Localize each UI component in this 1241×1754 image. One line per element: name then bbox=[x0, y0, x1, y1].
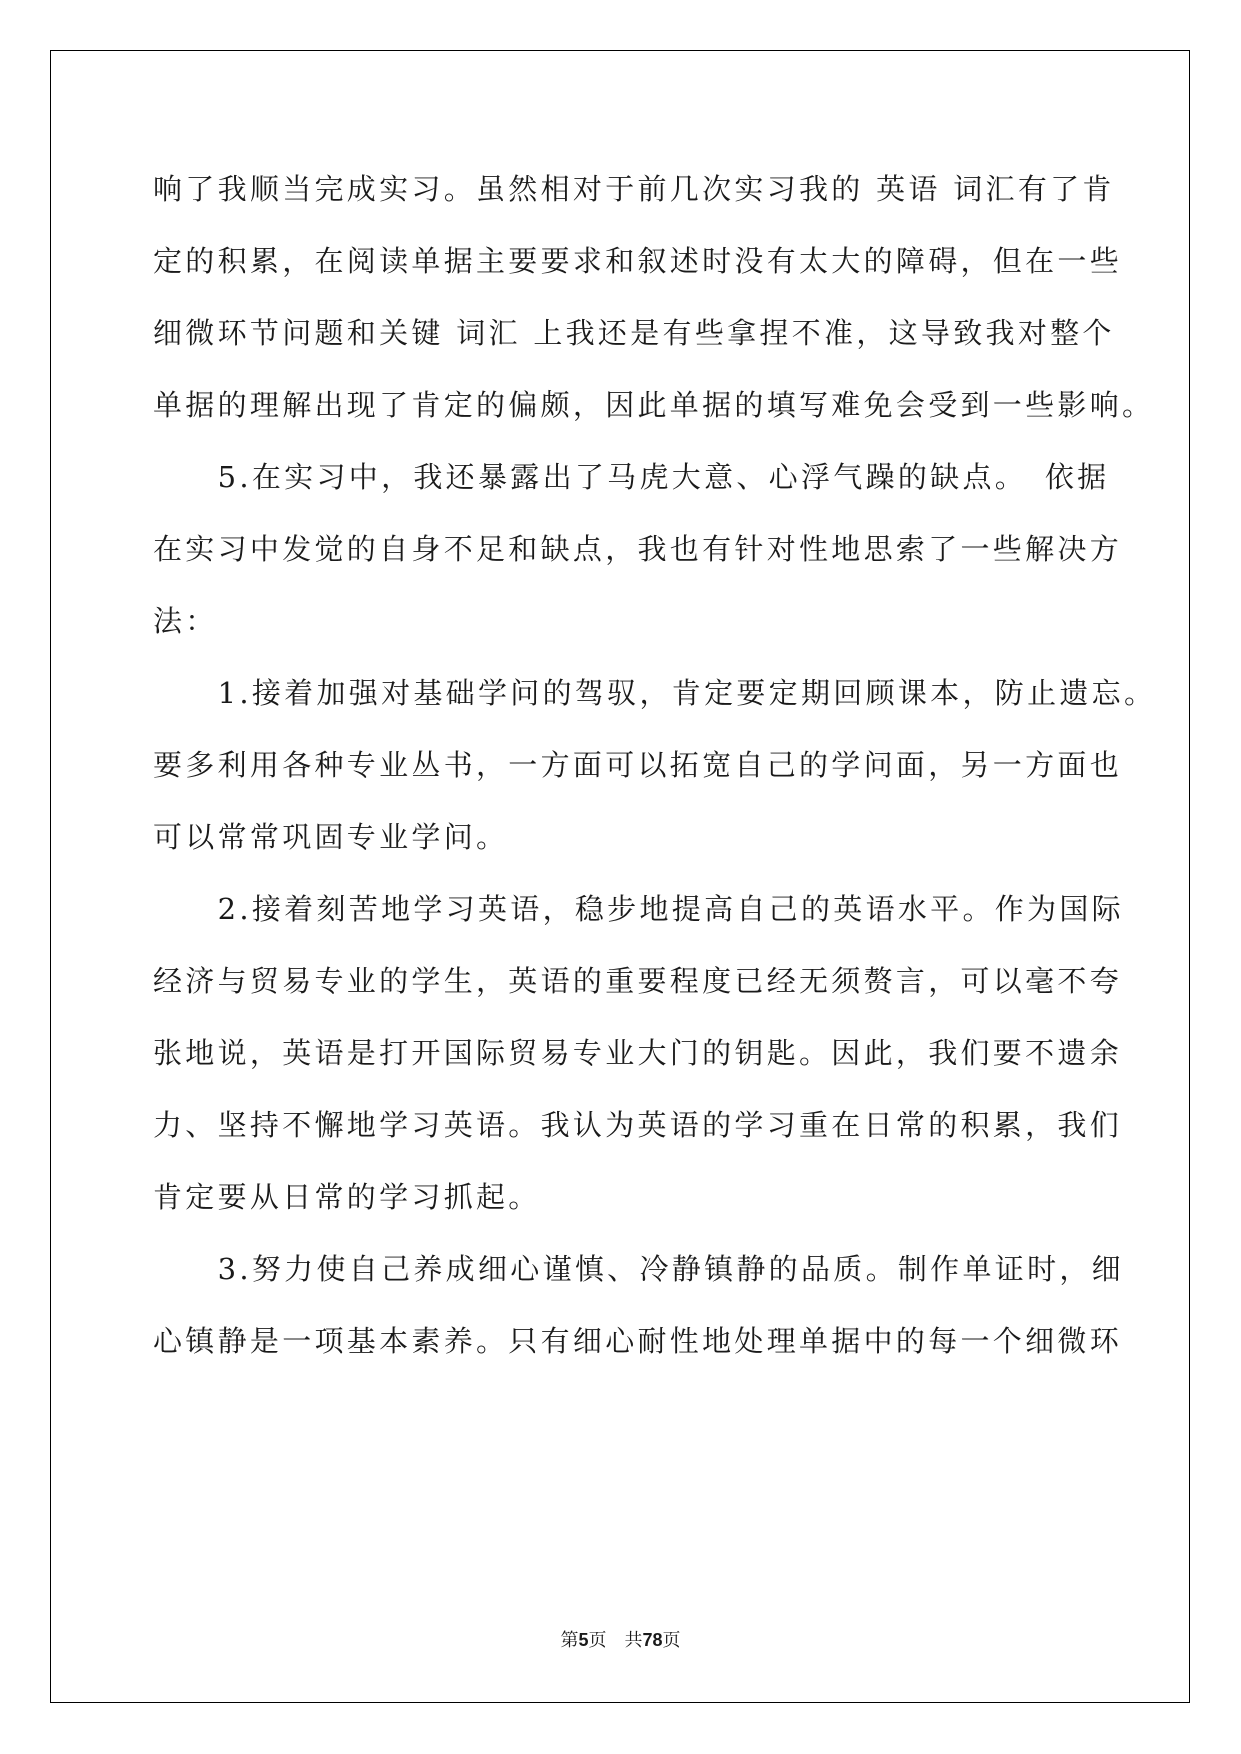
text-line: 1.接着加强对基础学问的驾驭，肯定要定期回顾课本，防止遗忘。 bbox=[153, 676, 1157, 710]
text-line: 可以常常巩固专业学问。 bbox=[153, 820, 509, 854]
text-line: 3.努力使自己养成细心谨慎、冷静镇静的品质。制作单证时，细 bbox=[153, 1252, 1124, 1286]
text-line: 法： bbox=[153, 604, 218, 638]
text-line: 要多利用各种专业丛书，一方面可以拓宽自己的学问面，另一方面也 bbox=[153, 748, 1123, 782]
text-line: 张地说，英语是打开国际贸易专业大门的钥匙。因此，我们要不遗余 bbox=[153, 1036, 1123, 1070]
text-line: 在实习中发觉的自身不足和缺点，我也有针对性地思索了一些解决方 bbox=[153, 532, 1123, 566]
text-line: 力、坚持不懈地学习英语。我认为英语的学习重在日常的积累，我们 bbox=[153, 1108, 1123, 1142]
text-line: 定的积累，在阅读单据主要要求和叙述时没有太大的障碍，但在一些 bbox=[153, 244, 1123, 278]
text-line: 5.在实习中，我还暴露出了马虎大意、心浮气躁的缺点。 依据 bbox=[153, 460, 1110, 494]
text-line: 细微环节问题和关键 词汇 上我还是有些拿捏不准，这导致我对整个 bbox=[153, 316, 1115, 350]
text-line: 经济与贸易专业的学生，英语的重要程度已经无须赘言，可以毫不夸 bbox=[153, 964, 1123, 998]
text-line: 心镇静是一项基本素养。只有细心耐性地处理单据中的每一个细微环 bbox=[153, 1324, 1123, 1358]
text-line: 肯定要从日常的学习抓起。 bbox=[153, 1180, 541, 1214]
current-page-number: 5 bbox=[578, 1630, 589, 1650]
footer-prefix: 第 bbox=[560, 1630, 579, 1650]
text-line: 响了我顺当完成实习。虽然相对于前几次实习我的 英语 词汇有了肯 bbox=[153, 172, 1115, 206]
text-line: 单据的理解出现了肯定的偏颇，因此单据的填写难免会受到一些影响。 bbox=[153, 388, 1155, 422]
text-line: 2.接着刻苦地学习英语，稳步地提高自己的英语水平。作为国际 bbox=[153, 892, 1124, 926]
footer-middle: 页 共 bbox=[588, 1630, 643, 1650]
footer-suffix: 页 bbox=[662, 1630, 681, 1650]
page-footer bbox=[0, 1626, 1241, 1652]
total-page-number: 78 bbox=[642, 1630, 663, 1650]
page-border bbox=[50, 50, 1190, 1703]
